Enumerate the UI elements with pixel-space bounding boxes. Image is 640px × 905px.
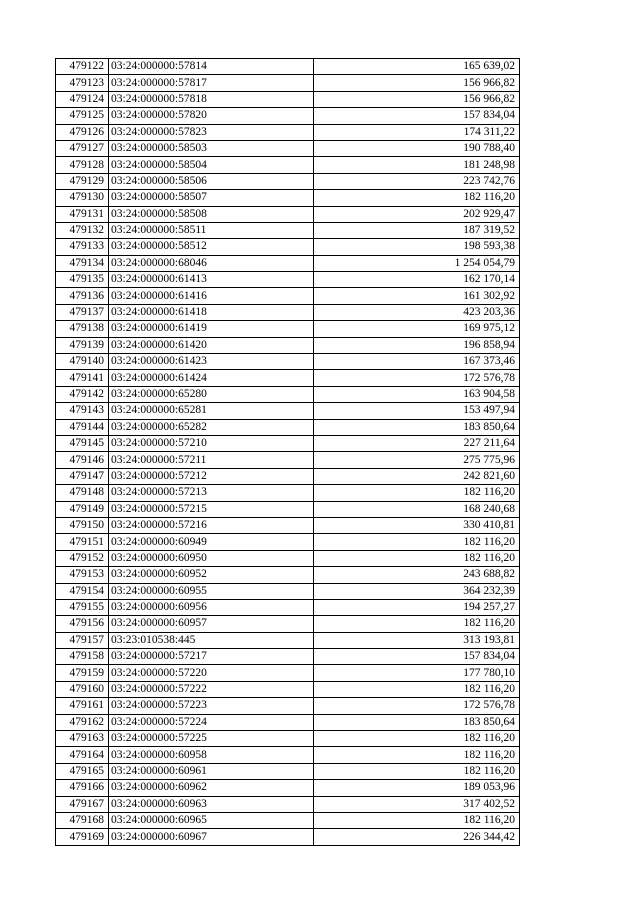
cadastral-number-cell: 03:24:000000:58507 [109,190,314,206]
table-body [56,59,520,846]
cadastral-number-cell: 03:24:000000:57820 [109,108,314,124]
row-number-cell: 479130 [56,190,109,206]
table-row [56,435,520,451]
row-number-cell: 479134 [56,255,109,271]
row-number-cell: 479148 [56,485,109,501]
table-row [56,812,520,828]
cadastral-number-cell: 03:24:000000:57223 [109,698,314,714]
table-row [56,485,520,501]
table-row [56,517,520,533]
table-row [56,632,520,648]
table-row [56,157,520,173]
table-row [56,534,520,550]
cadastral-value-cell: 1 254 054,79 [314,255,520,271]
cadastral-number-cell: 03:24:000000:60958 [109,747,314,763]
cadastral-number-cell: 03:24:000000:61416 [109,288,314,304]
table-row [56,239,520,255]
table-row [56,321,520,337]
row-number-cell: 479123 [56,75,109,91]
cadastral-value-cell: 172 576,78 [314,370,520,386]
row-number-cell: 479145 [56,435,109,451]
cadastral-number-cell: 03:24:000000:57224 [109,714,314,730]
table-row [56,206,520,222]
table-row [56,501,520,517]
cadastral-number-cell: 03:24:000000:60965 [109,812,314,828]
cadastral-value-cell: 182 116,20 [314,763,520,779]
cadastral-value-cell: 181 248,98 [314,157,520,173]
table-row [56,354,520,370]
cadastral-number-cell: 03:24:000000:61419 [109,321,314,337]
cadastral-value-cell: 183 850,64 [314,714,520,730]
table-row [56,567,520,583]
cadastral-number-cell: 03:24:000000:65281 [109,403,314,419]
cadastral-value-cell: 187 319,52 [314,222,520,238]
cadastral-value-cell: 182 116,20 [314,812,520,828]
cadastral-number-cell: 03:24:000000:57222 [109,681,314,697]
table-row [56,616,520,632]
row-number-cell: 479157 [56,632,109,648]
row-number-cell: 479126 [56,124,109,140]
cadastral-number-cell: 03:24:000000:65282 [109,419,314,435]
table-row [56,403,520,419]
cadastral-number-cell: 03:24:000000:61423 [109,354,314,370]
table-row [56,173,520,189]
table-row [56,747,520,763]
cadastral-number-cell: 03:24:000000:58508 [109,206,314,222]
table-row [56,599,520,615]
table-row [56,550,520,566]
row-number-cell: 479166 [56,780,109,796]
cadastral-value-cell: 330 410,81 [314,517,520,533]
table-row [56,714,520,730]
row-number-cell: 479149 [56,501,109,517]
row-number-cell: 479160 [56,681,109,697]
row-number-cell: 479135 [56,272,109,288]
cadastral-number-cell: 03:24:000000:60961 [109,763,314,779]
cadastral-number-cell: 03:24:000000:57210 [109,435,314,451]
cadastral-value-cell: 172 576,78 [314,698,520,714]
row-number-cell: 479150 [56,517,109,533]
cadastral-number-cell: 03:24:000000:60957 [109,616,314,632]
row-number-cell: 479129 [56,173,109,189]
row-number-cell: 479158 [56,649,109,665]
cadastral-value-cell: 317 402,52 [314,796,520,812]
cadastral-number-cell: 03:24:000000:57213 [109,485,314,501]
row-number-cell: 479136 [56,288,109,304]
cadastral-number-cell: 03:24:000000:57823 [109,124,314,140]
cadastral-value-cell: 242 821,60 [314,468,520,484]
row-number-cell: 479140 [56,354,109,370]
cadastral-value-cell: 157 834,04 [314,649,520,665]
cadastral-value-cell: 189 053,96 [314,780,520,796]
cadastral-number-cell: 03:24:000000:61413 [109,272,314,288]
table-row [56,698,520,714]
cadastral-value-cell: 182 116,20 [314,534,520,550]
table-row [56,452,520,468]
row-number-cell: 479155 [56,599,109,615]
cadastral-value-cell: 223 742,76 [314,173,520,189]
table-row [56,222,520,238]
row-number-cell: 479162 [56,714,109,730]
cadastral-number-cell: 03:24:000000:61420 [109,337,314,353]
table-row [56,665,520,681]
table-row [56,583,520,599]
row-number-cell: 479165 [56,763,109,779]
table-row [56,731,520,747]
cadastral-number-cell: 03:24:000000:58506 [109,173,314,189]
cadastral-number-cell: 03:24:000000:58503 [109,140,314,156]
cadastral-number-cell: 03:24:000000:58504 [109,157,314,173]
cadastral-value-cell: 198 593,38 [314,239,520,255]
cadastral-number-cell: 03:24:000000:61424 [109,370,314,386]
table-row [56,304,520,320]
cadastral-value-cell: 156 966,82 [314,91,520,107]
cadastral-number-cell: 03:24:000000:60962 [109,780,314,796]
cadastral-number-cell: 03:24:000000:60950 [109,550,314,566]
row-number-cell: 479125 [56,108,109,124]
cadastral-number-cell: 03:24:000000:58512 [109,239,314,255]
cadastral-value-cell: 182 116,20 [314,747,520,763]
row-number-cell: 479122 [56,59,109,75]
cadastral-value-cell: 182 116,20 [314,731,520,747]
cadastral-value-cell: 183 850,64 [314,419,520,435]
cadastral-value-cell: 275 775,96 [314,452,520,468]
row-number-cell: 479163 [56,731,109,747]
cadastral-value-cell: 165 639,02 [314,59,520,75]
cadastral-number-cell: 03:24:000000:60963 [109,796,314,812]
cadastral-number-cell: 03:23:010538:445 [109,632,314,648]
cadastral-value-cell: 169 975,12 [314,321,520,337]
cadastral-number-cell: 03:24:000000:57211 [109,452,314,468]
table-row [56,386,520,402]
cadastral-value-cell: 190 788,40 [314,140,520,156]
cadastral-value-cell: 364 232,39 [314,583,520,599]
table-row [56,124,520,140]
cadastral-number-cell: 03:24:000000:60949 [109,534,314,550]
table-row [56,649,520,665]
table-row [56,780,520,796]
cadastral-value-cell: 167 373,46 [314,354,520,370]
table-row [56,91,520,107]
row-number-cell: 479153 [56,567,109,583]
cadastral-number-cell: 03:24:000000:57220 [109,665,314,681]
row-number-cell: 479146 [56,452,109,468]
cadastral-number-cell: 03:24:000000:60952 [109,567,314,583]
table-row [56,468,520,484]
cadastral-value-cell: 163 904,58 [314,386,520,402]
row-number-cell: 479127 [56,140,109,156]
row-number-cell: 479124 [56,91,109,107]
cadastral-number-cell: 03:24:000000:65280 [109,386,314,402]
row-number-cell: 479169 [56,829,109,845]
table-row [56,681,520,697]
cadastral-value-cell: 202 929,47 [314,206,520,222]
cadastral-value-cell: 182 116,20 [314,190,520,206]
cadastral-value-cell: 168 240,68 [314,501,520,517]
cadastral-number-cell: 03:24:000000:57818 [109,91,314,107]
cadastral-value-cell: 182 116,20 [314,616,520,632]
row-number-cell: 479143 [56,403,109,419]
cadastral-value-cell: 157 834,04 [314,108,520,124]
row-number-cell: 479147 [56,468,109,484]
row-number-cell: 479164 [56,747,109,763]
row-number-cell: 479154 [56,583,109,599]
row-number-cell: 479141 [56,370,109,386]
table-row [56,108,520,124]
cadastral-number-cell: 03:24:000000:57225 [109,731,314,747]
cadastral-value-table [55,58,520,846]
row-number-cell: 479151 [56,534,109,550]
cadastral-value-cell: 423 203,36 [314,304,520,320]
cadastral-value-cell: 153 497,94 [314,403,520,419]
cadastral-value-cell: 194 257,27 [314,599,520,615]
row-number-cell: 479161 [56,698,109,714]
row-number-cell: 479167 [56,796,109,812]
cadastral-number-cell: 03:24:000000:58511 [109,222,314,238]
row-number-cell: 479144 [56,419,109,435]
cadastral-value-cell: 174 311,22 [314,124,520,140]
cadastral-number-cell: 03:24:000000:61418 [109,304,314,320]
table-row [56,190,520,206]
row-number-cell: 479139 [56,337,109,353]
row-number-cell: 479131 [56,206,109,222]
table-row [56,829,520,845]
cadastral-value-cell: 227 211,64 [314,435,520,451]
cadastral-value-cell: 182 116,20 [314,550,520,566]
table-row [56,272,520,288]
table-row [56,419,520,435]
cadastral-value-cell: 243 688,82 [314,567,520,583]
cadastral-value-cell: 177 780,10 [314,665,520,681]
cadastral-value-cell: 161 302,92 [314,288,520,304]
table-row [56,763,520,779]
cadastral-number-cell: 03:24:000000:57814 [109,59,314,75]
cadastral-number-cell: 03:24:000000:57216 [109,517,314,533]
cadastral-value-cell: 182 116,20 [314,681,520,697]
cadastral-number-cell: 03:24:000000:57217 [109,649,314,665]
table-row [56,255,520,271]
table-row [56,337,520,353]
row-number-cell: 479142 [56,386,109,402]
cadastral-value-cell: 226 344,42 [314,829,520,845]
cadastral-value-cell: 156 966,82 [314,75,520,91]
cadastral-value-cell: 182 116,20 [314,485,520,501]
cadastral-value-cell: 196 858,94 [314,337,520,353]
row-number-cell: 479152 [56,550,109,566]
row-number-cell: 479133 [56,239,109,255]
cadastral-value-cell: 162 170,14 [314,272,520,288]
cadastral-number-cell: 03:24:000000:68046 [109,255,314,271]
row-number-cell: 479156 [56,616,109,632]
row-number-cell: 479128 [56,157,109,173]
row-number-cell: 479168 [56,812,109,828]
cadastral-number-cell: 03:24:000000:57215 [109,501,314,517]
cadastral-number-cell: 03:24:000000:60956 [109,599,314,615]
row-number-cell: 479132 [56,222,109,238]
cadastral-value-cell: 313 193,81 [314,632,520,648]
row-number-cell: 479159 [56,665,109,681]
table-row [56,75,520,91]
table-row [56,370,520,386]
table-row [56,288,520,304]
cadastral-number-cell: 03:24:000000:60955 [109,583,314,599]
cadastral-number-cell: 03:24:000000:57817 [109,75,314,91]
table-row [56,59,520,75]
table-row [56,796,520,812]
table-row [56,140,520,156]
row-number-cell: 479138 [56,321,109,337]
cadastral-number-cell: 03:24:000000:57212 [109,468,314,484]
cadastral-number-cell: 03:24:000000:60967 [109,829,314,845]
row-number-cell: 479137 [56,304,109,320]
